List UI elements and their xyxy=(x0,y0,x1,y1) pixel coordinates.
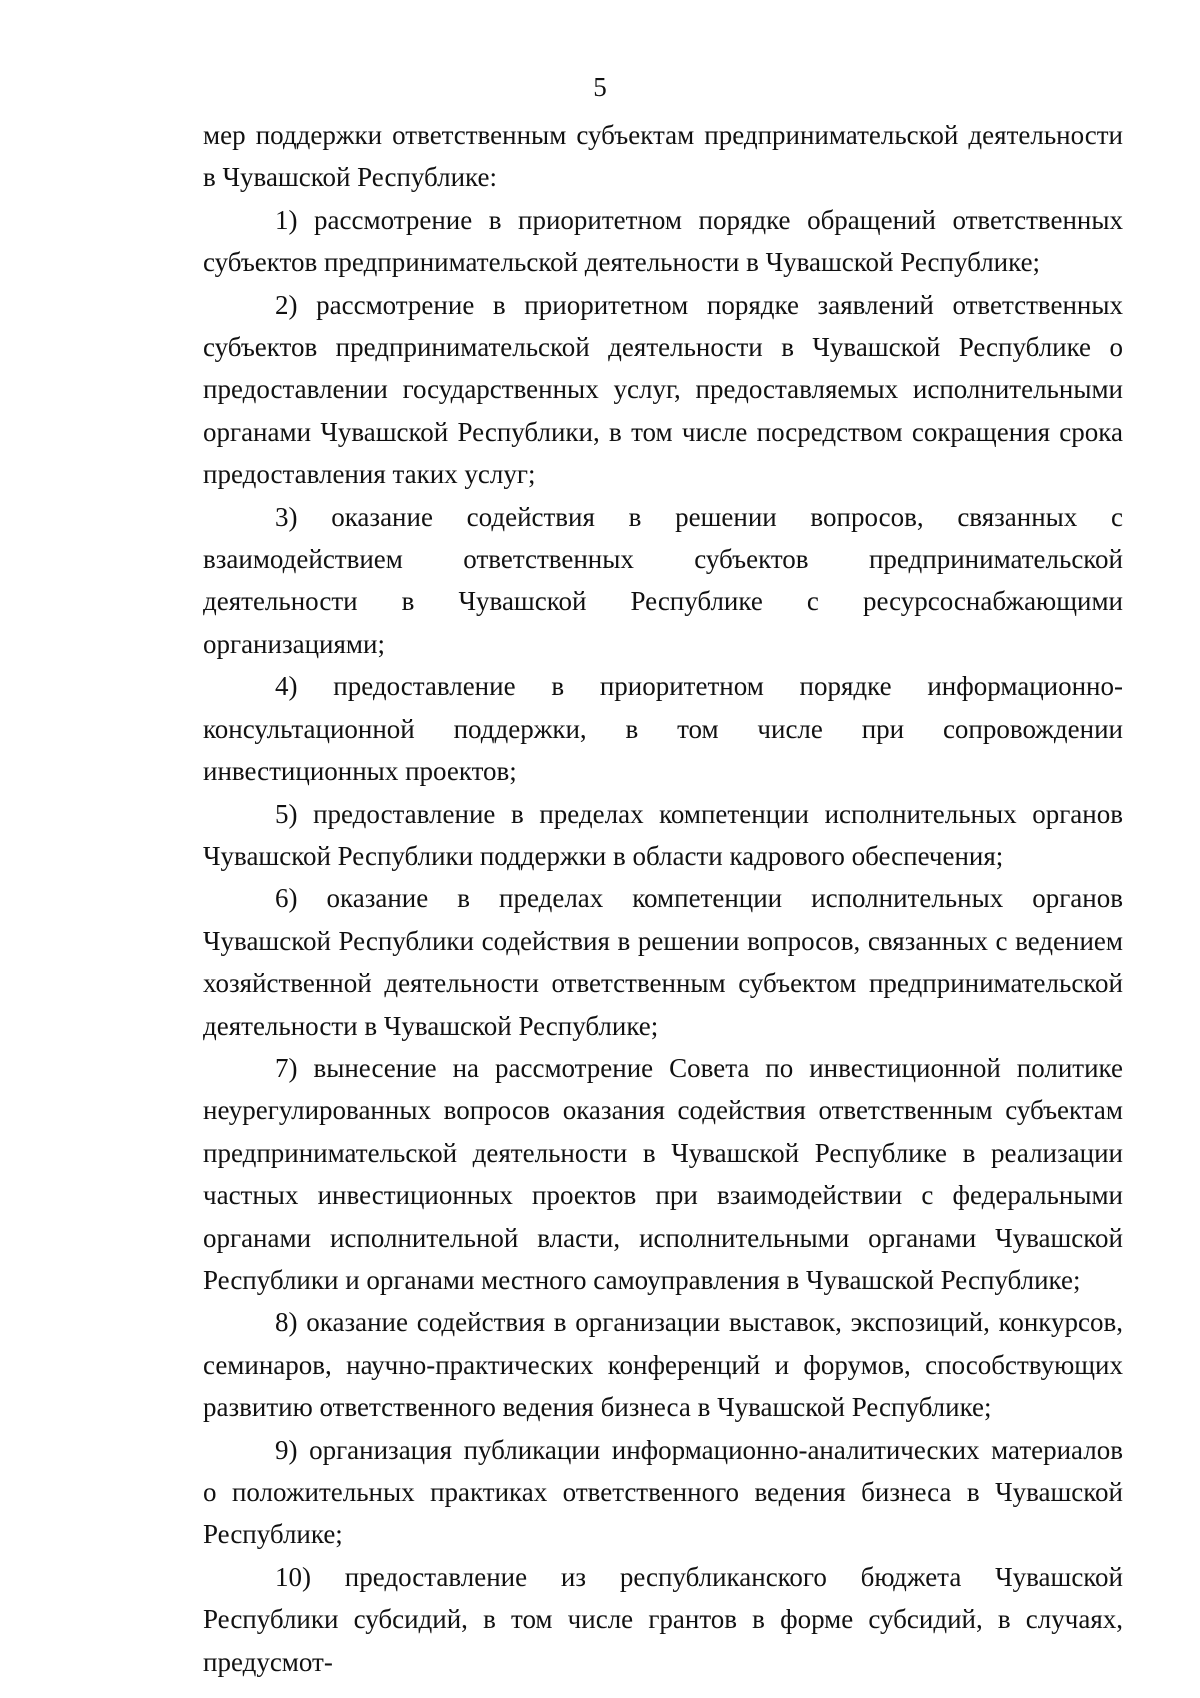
list-item-5: 5) предоставление в пределах компетенции исполнительных органов Чувашской Республики поддержки в области кадрового обеспечения; xyxy=(203,798,1123,871)
list-item-4: 4) предоставление в приоритетном порядке информационно-консультационной поддержки, в том числе при сопровождении инвестиционных проектов; xyxy=(203,671,1123,787)
page-number: 5 xyxy=(593,72,607,102)
list-item-3: 3) оказание содействия в решении вопросов, связанных с взаимодействием ответственных субъектов предпринимательской деятельности в Чувашской Республике с ресурсоснабжающими организациями; xyxy=(203,501,1123,659)
list-item-7: 7) вынесение на рассмотрение Совета по инвестиционной политике неурегулированных вопросов оказания содействия ответственным субъектам предпринимательской деятельности в Чувашской Республике в реализации частных инвестиционных проектов при взаимодействии с федеральными органами исполнительной власти, исполнительными органами Чувашской Республики и органами местного самоуправления в Чувашской Республике; xyxy=(203,1052,1123,1295)
list-item-6: 6) оказание в пределах компетенции исполнительных органов Чувашской Республики содействия в решении вопросов, связанных с ведением хозяйственной деятельности ответственным субъектом предпринимательской деятельности в Чувашской Республике; xyxy=(203,883,1123,1041)
continued-paragraph: мер поддержки ответственным субъектам предпринимательской деятельности в Чувашской Республике: xyxy=(203,120,1123,193)
list-item-2: 2) рассмотрение в приоритетном порядке заявлений ответственных субъектов предпринимательской деятельности в Чувашской Республике о предоставлении государственных услуг, предоставляемых исполнительными органами Чувашской Республики, в том числе посредством сокращения срока предоставления таких услуг; xyxy=(203,289,1123,490)
list-item-9: 9) организация публикации информационно-аналитических материалов о положительных практиках ответственного ведения бизнеса в Чувашской Республике; xyxy=(203,1434,1123,1550)
list-item-1: 1) рассмотрение в приоритетном порядке обращений ответственных субъектов предпринимательской деятельности в Чувашской Республике; xyxy=(203,204,1123,278)
list-item-8: 8) оказание содействия в организации выставок, экспозиций, конкурсов, семинаров, научно-практических конференций и форумов, способствующих развитию ответственного ведения бизнеса в Чувашской Республике; xyxy=(203,1307,1123,1423)
list-item-10: 10) предоставление из республиканского бюджета Чувашской Республики субсидий, в том числе грантов в форме субсидий, в случаях, предусмот- xyxy=(203,1561,1123,1677)
document-body xyxy=(203,114,1123,1683)
